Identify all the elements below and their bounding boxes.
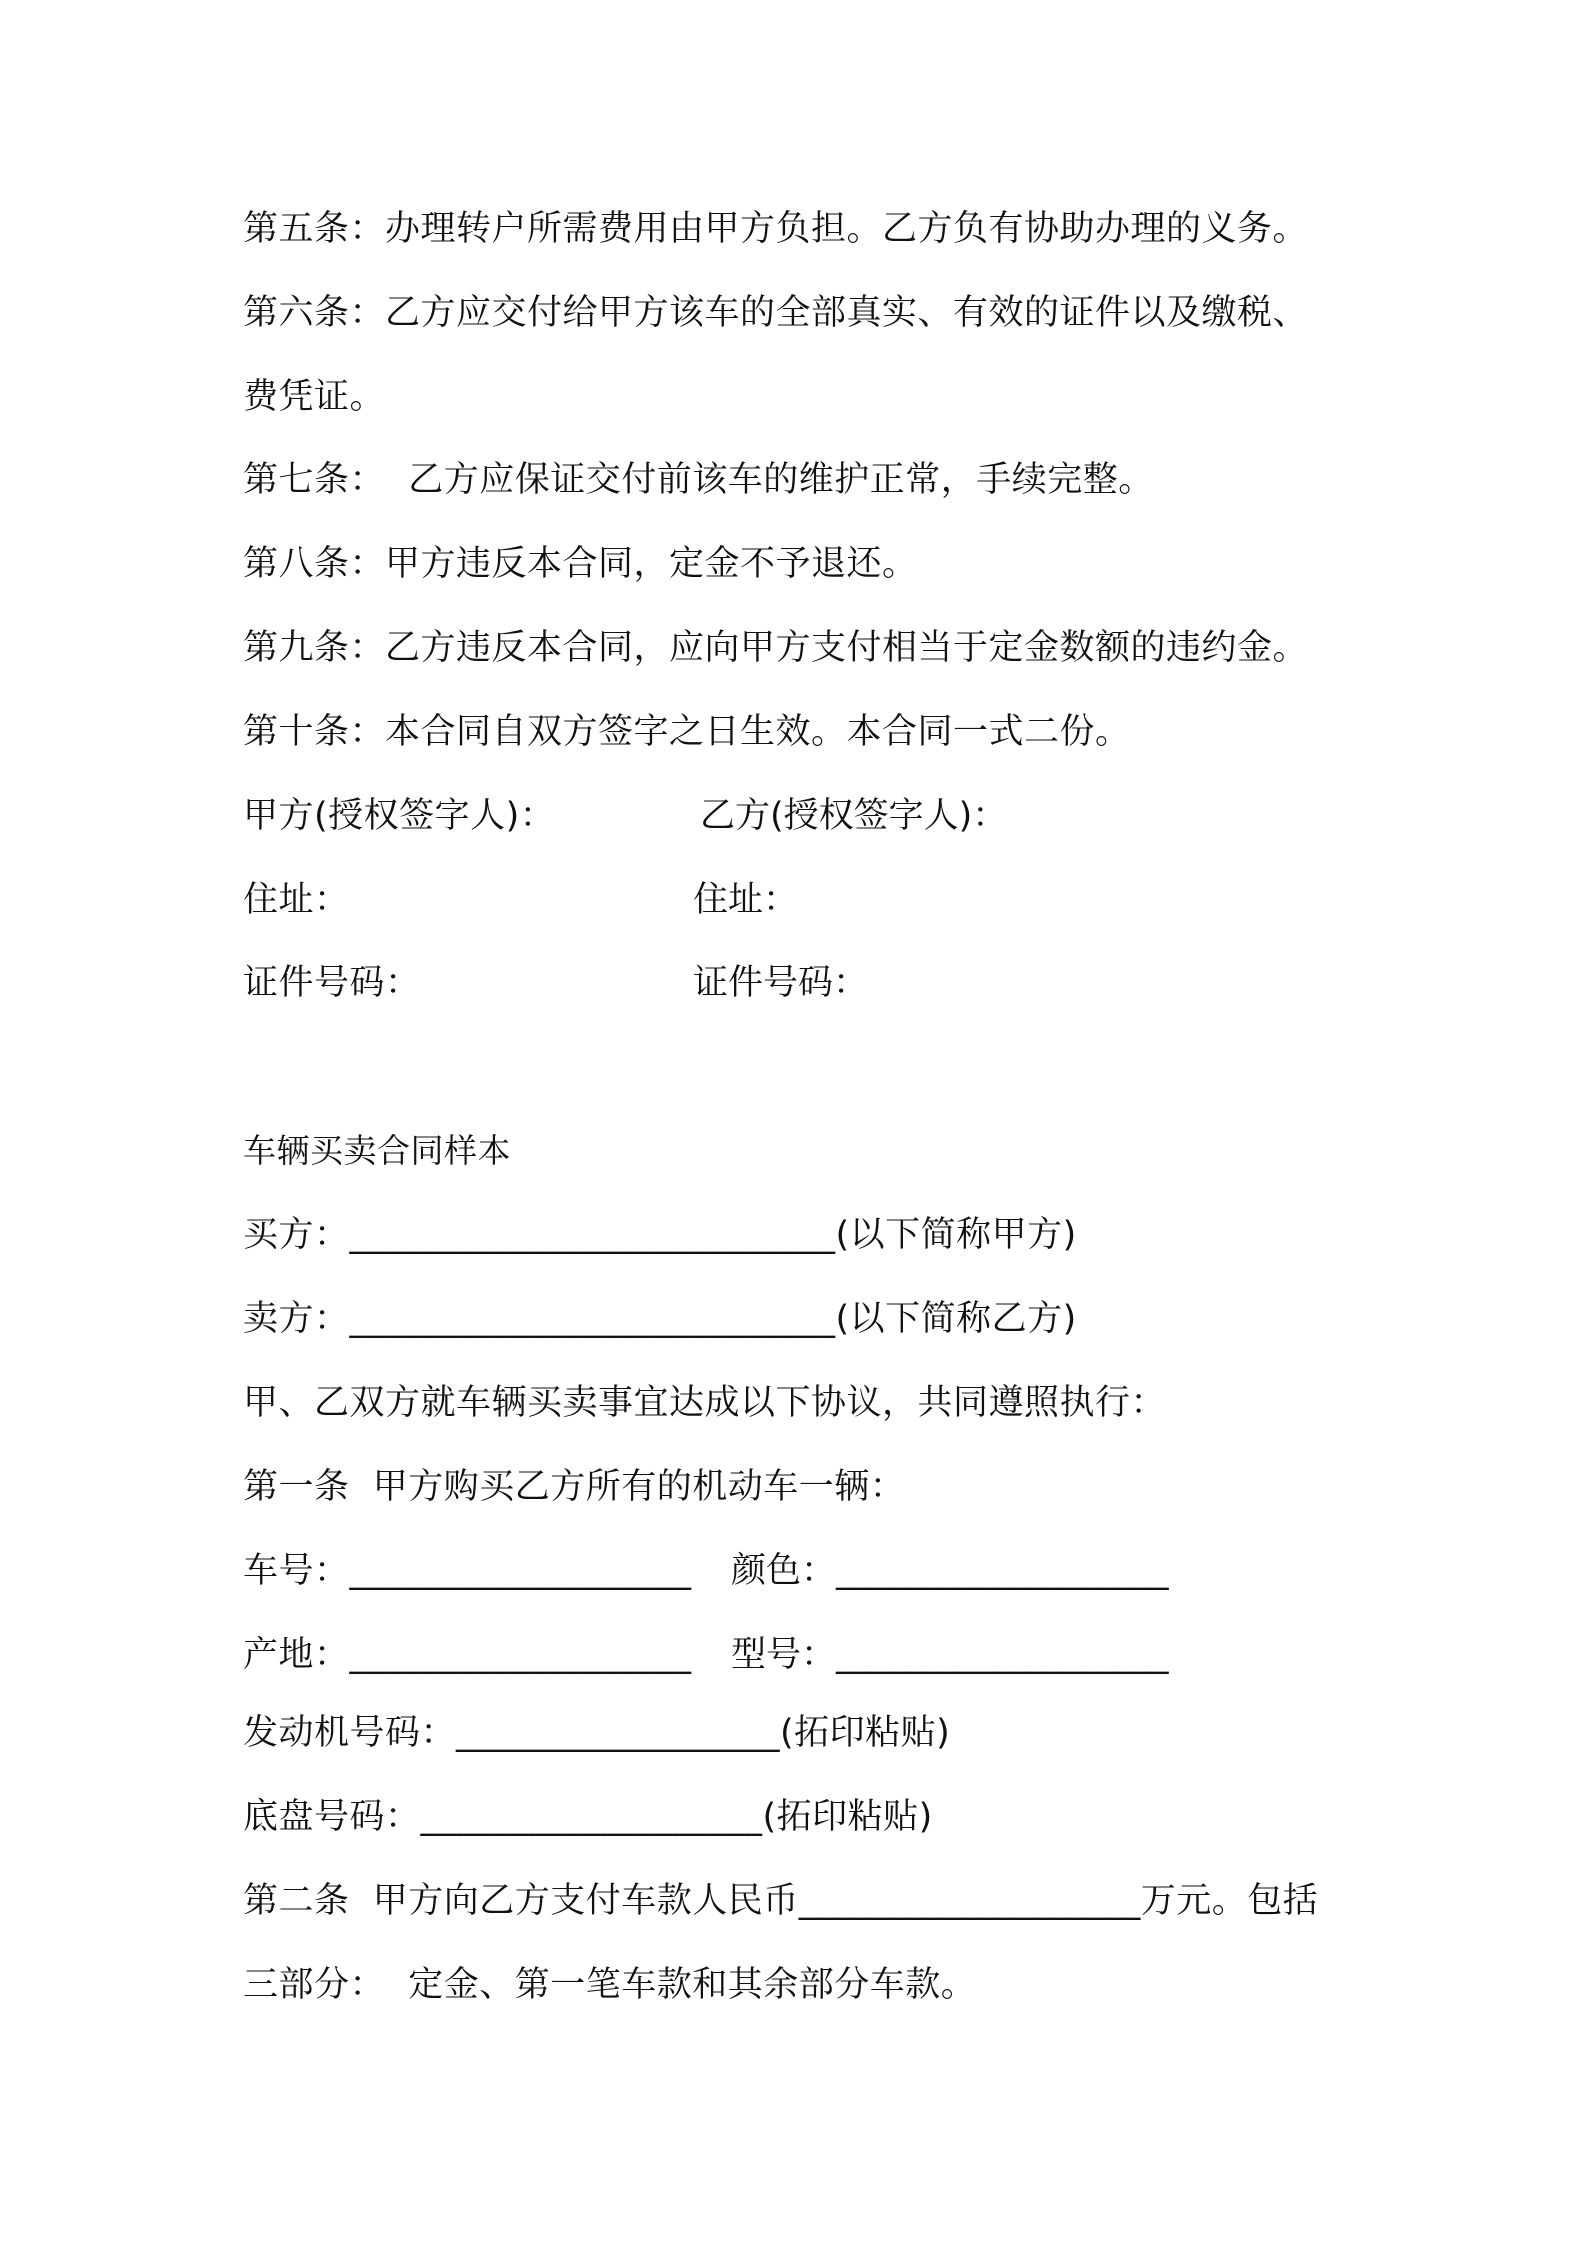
article-10: 第十条：本合同自双方签字之日生效。本合同一式二份。 (243, 712, 1131, 752)
article-7: 第七条： 乙方应保证交付前该车的维护正常，手续完整。 (243, 460, 1154, 500)
party-b-id-label: 证件号码： (693, 963, 869, 1003)
article-6-line-1: 第六条：乙方应交付给甲方该车的全部真实、有效的证件以及缴税、 (243, 293, 1309, 333)
clause-2-line-1: 第二条 甲方向乙方支付车款人民币___________________万元。包括 (243, 1881, 1319, 1921)
party-a-signatory-label: 甲方(授权签字人)： (243, 796, 556, 836)
party-b-signatory-label: 乙方(授权签字人)： (700, 796, 1008, 836)
clause-1: 第一条 甲方购买乙方所有的机动车一辆： (243, 1467, 906, 1507)
origin-field: 产地：___________________ (243, 1635, 692, 1675)
article-6-line-2: 费凭证。 (243, 377, 386, 417)
engine-number-field: 发动机号码：__________________(拓印粘贴) (243, 1713, 951, 1753)
party-b-address-label: 住址： (693, 880, 799, 920)
party-a-address-label: 住址： (243, 880, 350, 920)
agreement-intro: 甲、乙双方就车辆买卖事宜达成以下协议，共同遵照执行： (243, 1383, 1167, 1423)
clause-2-line-2: 三部分： 定金、第一笔车款和其余部分车款。 (243, 1965, 977, 2005)
color-field: 颜色：___________________ (731, 1551, 1169, 1591)
plate-number-field: 车号：___________________ (243, 1551, 692, 1591)
sample-contract-title: 车辆买卖合同样本 (243, 1131, 511, 1170)
model-field: 型号：___________________ (731, 1635, 1169, 1675)
article-9: 第九条：乙方违反本合同，应向甲方支付相当于定金数额的违约金。 (243, 628, 1309, 668)
buyer-line: 买方：___________________________(以下简称甲方) (243, 1215, 1077, 1255)
article-5: 第五条：办理转户所需费用由甲方负担。乙方负有协助办理的义务。 (243, 209, 1309, 249)
article-8: 第八条：甲方违反本合同，定金不予退还。 (243, 544, 918, 584)
chassis-number-field: 底盘号码：___________________(拓印粘贴) (243, 1797, 933, 1837)
seller-line: 卖方：___________________________(以下简称乙方) (243, 1299, 1077, 1339)
party-a-id-label: 证件号码： (243, 963, 421, 1003)
